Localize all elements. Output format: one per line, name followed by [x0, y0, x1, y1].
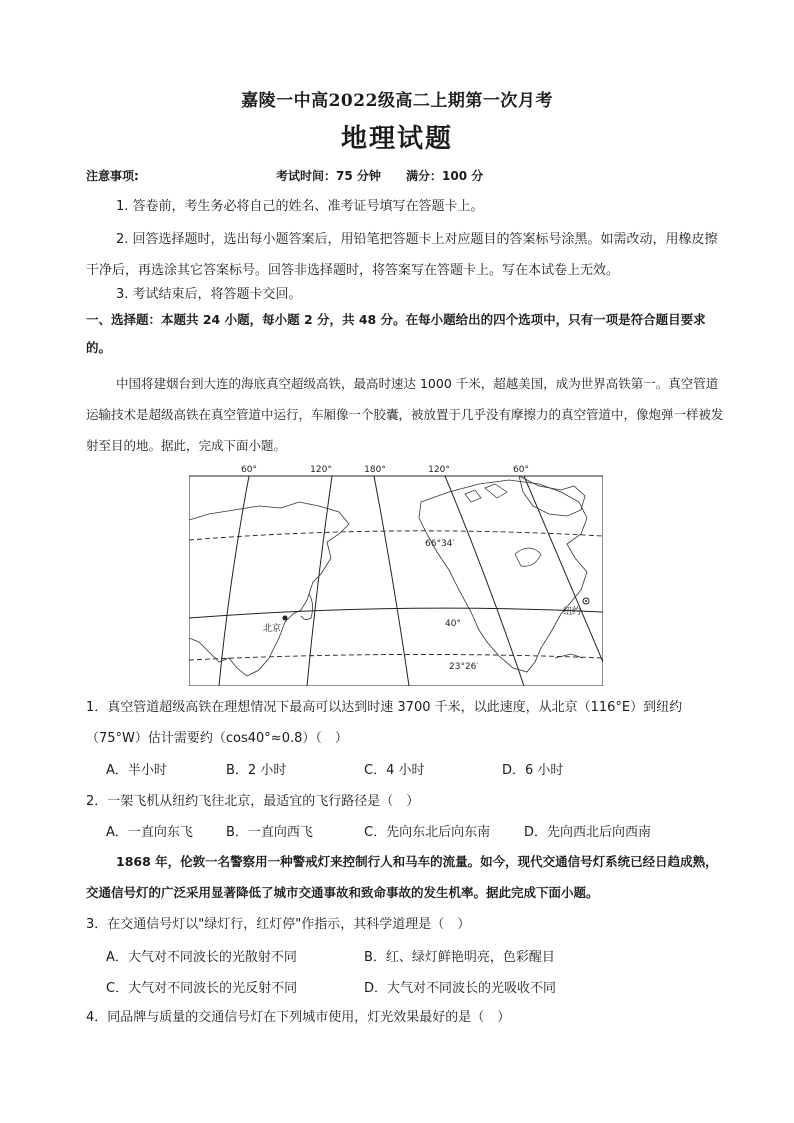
- full-score: 满分：100 分: [406, 169, 484, 183]
- question-3-option-c[interactable]: C．大气对不同波长的光反射不同: [106, 981, 298, 996]
- lon-label-180: 180°: [364, 465, 386, 475]
- question-3-option-d[interactable]: D．大气对不同波长的光吸收不同: [364, 981, 557, 996]
- section-heading: 一、选择题：本题共 24 小题，每小题 2 分，共 48 分。在每小题给出的四个选项中，只有一项是符合题目要求的。: [86, 312, 706, 355]
- lat-label-tropic: 23°26′: [449, 662, 479, 672]
- question-3-option-a[interactable]: A．大气对不同波长的光散射不同: [106, 950, 297, 965]
- world-map-figure: [189, 462, 603, 686]
- question-3-stem: 3．在交通信号灯以"绿灯行，红灯停"作指示，其科学道理是（ ）: [86, 917, 471, 932]
- question-2-option-c[interactable]: C．先向东北后向东南: [364, 825, 491, 840]
- question-1-option-c[interactable]: C．4 小时: [364, 763, 425, 778]
- lon-label-120w: 120°: [428, 465, 450, 475]
- subject-title: 地理试题: [340, 124, 453, 154]
- question-3-option-b[interactable]: B．红、绿灯鲜艳明亮，色彩醒目: [364, 950, 555, 965]
- lon-label-120e: 120°: [310, 465, 332, 475]
- question-1-stem-line2: （75°W）估计需要约（cos40°≈0.8）（ ）: [86, 731, 348, 746]
- question-1-option-a[interactable]: A．半小时: [106, 763, 167, 778]
- question-2-option-d[interactable]: D．先向西北后向西南: [524, 825, 652, 840]
- question-2-option-b[interactable]: B．一直向西飞: [226, 825, 313, 840]
- lat-label-arctic: 66°34′: [425, 539, 455, 549]
- question-2-option-a[interactable]: A．一直向东飞: [106, 825, 193, 840]
- notice-label: 注意事项:: [86, 169, 139, 183]
- exam-title: 嘉陵一中高2022级高二上期第一次月考: [241, 91, 553, 111]
- notice-item-3: 3. 考试结束后，将答题卡交回。: [116, 287, 302, 302]
- question-1-stem-line1: 1．真空管道超级高铁在理想情况下最高可以达到时速 3700 千米，以此速度，从北京（116°E）到纽约: [86, 700, 683, 715]
- lat-label-40: 40°: [445, 619, 461, 629]
- city-label-beijing: 北京: [263, 624, 282, 634]
- lon-label-60e: 60°: [241, 465, 257, 475]
- material-2: 1868 年，伦敦一名警察用一种警戒灯来控制行人和马车的流量。如今，现代交通信号灯系统已经日趋成熟，交通信号灯的广泛采用显著降低了城市交通事故和致命事故的发生机率。据此完成下面小题。: [86, 854, 718, 900]
- exam-time: 考试时间：75 分钟: [276, 169, 381, 183]
- lon-label-60w: 60°: [513, 465, 529, 475]
- question-1-option-b[interactable]: B．2 小时: [226, 763, 287, 778]
- notice-item-2: 2. 回答选择题时，选出每小题答案后，用铅笔把答题卡上对应题目的答案标号涂黑。如需改动，用橡皮擦干净后，再选涂其它答案标号。回答非选择题时，将答案写在答题卡上。写在本试卷上无效。: [86, 232, 718, 278]
- material-1: 中国将建烟台到大连的海底真空超级高铁，最高时速达 1000 千米，超越美国，成为世界高铁第一。真空管道运输技术是超级高铁在真空管道中运行，车厢像一个胶囊，被放置于几乎没有摩擦力的真空管道中，像炮弹一样被发射至目的地。据此，完成下面小题。: [86, 376, 724, 453]
- question-2-stem: 2．一架飞机从纽约飞往北京，最适宜的飞行路径是（ ）: [86, 794, 420, 809]
- question-1-option-d[interactable]: D．6 小时: [502, 763, 564, 778]
- question-4-stem: 4．同品牌与质量的交通信号灯在下列城市使用，灯光效果最好的是（ ）: [86, 1010, 511, 1025]
- city-label-newyork: 纽约: [563, 607, 582, 617]
- beijing-marker: [283, 616, 288, 621]
- map-svg: [189, 462, 603, 686]
- notice-item-1: 1. 答卷前，考生务必将自己的姓名、准考证号填写在答题卡上。: [116, 199, 484, 214]
